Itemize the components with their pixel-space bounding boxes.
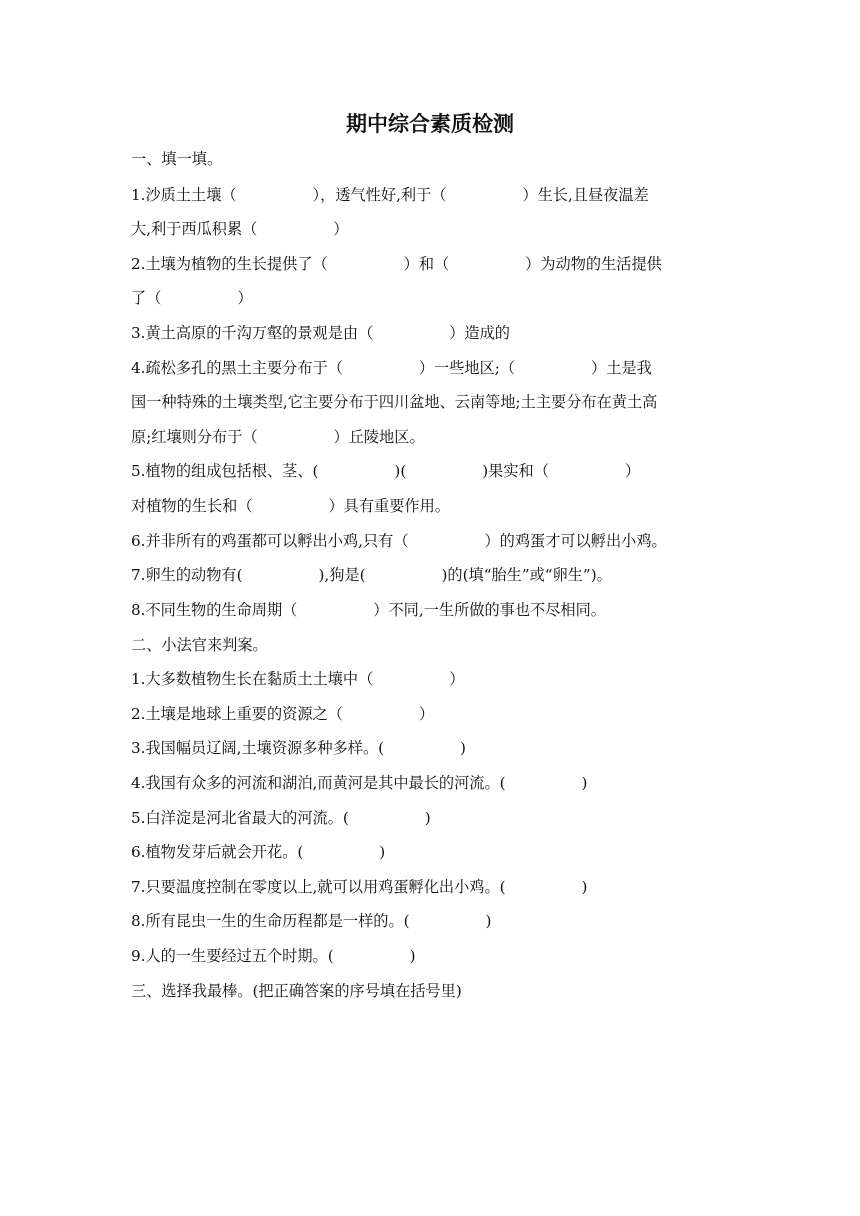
question-line: 6.并非所有的鸡蛋都可以孵出小鸡,只有（ ）的鸡蛋才可以孵出小鸡。 (131, 532, 667, 550)
question-line: 7.只要温度控制在零度以上,就可以用鸡蛋孵化出小鸡。( ) (131, 878, 588, 896)
page-title: 期中综合素质检测 (346, 112, 514, 136)
question-line: 2.土壤为植物的生长提供了（ ）和（ ）为动物的生活提供 (131, 255, 662, 273)
question-line: 5.植物的组成包括根、茎、( )( )果实和（ ） (131, 462, 641, 480)
question-line: 4.我国有众多的河流和湖泊,而黄河是其中最长的河流。( ) (131, 774, 588, 792)
question-line: 8.所有昆虫一生的生命历程都是一样的。( ) (131, 912, 492, 930)
question-line: 9.人的一生要经过五个时期。( ) (131, 947, 416, 965)
question-line: 2.土壤是地球上重要的资源之（ ） (131, 705, 435, 723)
question-line: 3.黄土高原的千沟万壑的景观是由（ ）造成的 (131, 324, 510, 342)
question-line: 对植物的生长和（ ）具有重要作用。 (131, 497, 450, 515)
question-line: 原;红壤则分布于（ ）丘陵地区。 (131, 428, 425, 446)
question-line: 8.不同生物的生命周期（ ）不同,一生所做的事也不尽相同。 (131, 601, 606, 619)
question-line: 国一种特殊的土壤类型,它主要分布于四川盆地、云南等地;土主要分布在黄土高 (131, 393, 658, 411)
question-line: 5.白洋淀是河北省最大的河流。( ) (131, 809, 431, 827)
section-heading-fill-blanks: 一、填一填。 (131, 150, 223, 168)
section-heading-judge: 二、小法官来判案。 (131, 636, 268, 654)
question-line: 7.卵生的动物有( ),狗是( )的(填“胎生”或“卵生”)。 (131, 566, 612, 584)
question-line: 6.植物发芽后就会开花。( ) (131, 843, 386, 861)
question-line: 3.我国幅员辽阔,土壤资源多种多样。( ) (131, 739, 466, 757)
question-line: 1.沙质土土壤（ ），透气性好,利于（ ）生长,且昼夜温差 (131, 186, 649, 204)
question-line: 1.大多数植物生长在黏质土土壤中（ ） (131, 670, 465, 688)
question-line: 4.疏松多孔的黑土主要分布于（ ）一些地区;（ ）土是我 (131, 359, 652, 377)
section-heading-multiple-choice: 三、选择我最棒。(把正确答案的序号填在括号里) (131, 982, 462, 1000)
question-line: 了（ ） (131, 289, 253, 307)
question-line: 大,利于西瓜积累（ ） (131, 220, 349, 238)
